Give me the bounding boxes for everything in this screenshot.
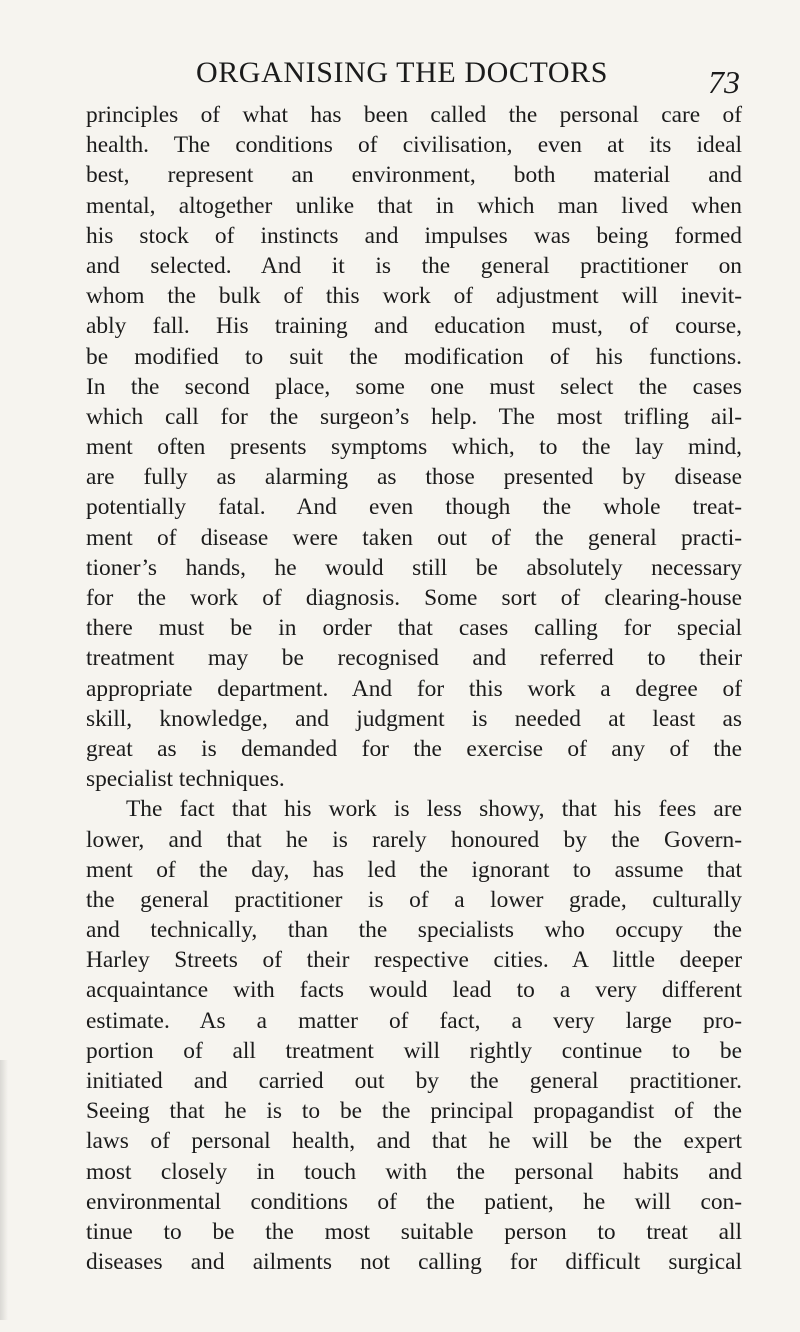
text-line: portion of all treatment will rightly continue to be — [86, 1037, 742, 1064]
text-line: ably fall. His training and education must, of course, — [86, 313, 742, 340]
paragraph-start-line: The fact that his work is less showy, that his fees are — [126, 796, 742, 823]
text-line: environmental conditions of the patient, he will con- — [86, 1188, 742, 1215]
text-line: skill, knowledge, and judgment is needed at least as — [86, 705, 742, 732]
text-line: treatment may be recognised and referred to their — [86, 645, 742, 672]
text-line: principles of what has been called the personal care of — [86, 102, 742, 128]
text-line: tinue to be the most suitable person to treat all — [86, 1218, 742, 1245]
text-line: most closely in touch with the personal habits and — [86, 1158, 742, 1185]
text-line: ment of the day, has led the ignorant to assume that — [86, 856, 742, 883]
paragraph-end-line: specialist techniques. — [86, 766, 285, 793]
text-line: there must be in order that cases calling for special — [86, 615, 742, 642]
text-line: acquaintance with facts would lead to a very different — [86, 977, 742, 1004]
text-line: mental, altogether unlike that in which man lived when — [86, 192, 742, 219]
text-line: and selected. And it is the general practitioner on — [86, 252, 742, 279]
text-line: estimate. As a matter of fact, a very large pro- — [86, 1007, 742, 1034]
text-line: lower, and that he is rarely honoured by the Govern- — [86, 826, 742, 853]
text-line: health. The conditions of civilisation, even at its ideal — [86, 132, 742, 159]
text-line: Seeing that he is to be the principal propagandist of the — [86, 1098, 742, 1125]
text-line: whom the bulk of this work of adjustment will inevit- — [86, 283, 742, 310]
text-line: for the work of diagnosis. Some sort of clearing-house — [86, 585, 742, 611]
text-line: best, represent an environment, both material and — [86, 162, 742, 189]
text-line: initiated and carried out by the general practitioner. — [86, 1068, 742, 1094]
text-line: potentially fatal. And even though the whole treat- — [86, 494, 742, 521]
text-line: ment often presents symptoms which, to the lay mind, — [86, 434, 742, 461]
text-line: appropriate department. And for this work a degree of — [86, 675, 742, 702]
page-number: 73 — [708, 64, 740, 100]
scan-edge-shadow — [0, 1060, 8, 1320]
text-line: In the second place, some one must select the cases — [86, 373, 742, 400]
body-text — [86, 100, 742, 1277]
text-line: be modified to suit the modification of his functions. — [86, 343, 742, 370]
text-line: which call for the surgeon’s help. The most trifling ail- — [86, 403, 742, 430]
text-line: ment of disease were taken out of the general practi- — [86, 524, 742, 551]
text-line: are fully as alarming as those presented by disease — [86, 464, 742, 491]
text-line: tioner’s hands, he would still be absolutely necessary — [86, 554, 742, 581]
text-line: Harley Streets of their respective cities. A little deeper — [86, 947, 742, 974]
text-line: great as is demanded for the exercise of any of the — [86, 735, 742, 762]
text-line: his stock of instincts and impulses was being formed — [86, 222, 742, 249]
text-line: diseases and ailments not calling for difficult surgical — [86, 1249, 742, 1276]
text-line: and technically, than the specialists who occupy the — [86, 917, 742, 944]
text-line: laws of personal health, and that he will be the expert — [86, 1128, 742, 1155]
text-line: the general practitioner is of a lower grade, culturally — [86, 886, 742, 913]
running-title: ORGANISING THE DOCTORS — [195, 56, 609, 89]
